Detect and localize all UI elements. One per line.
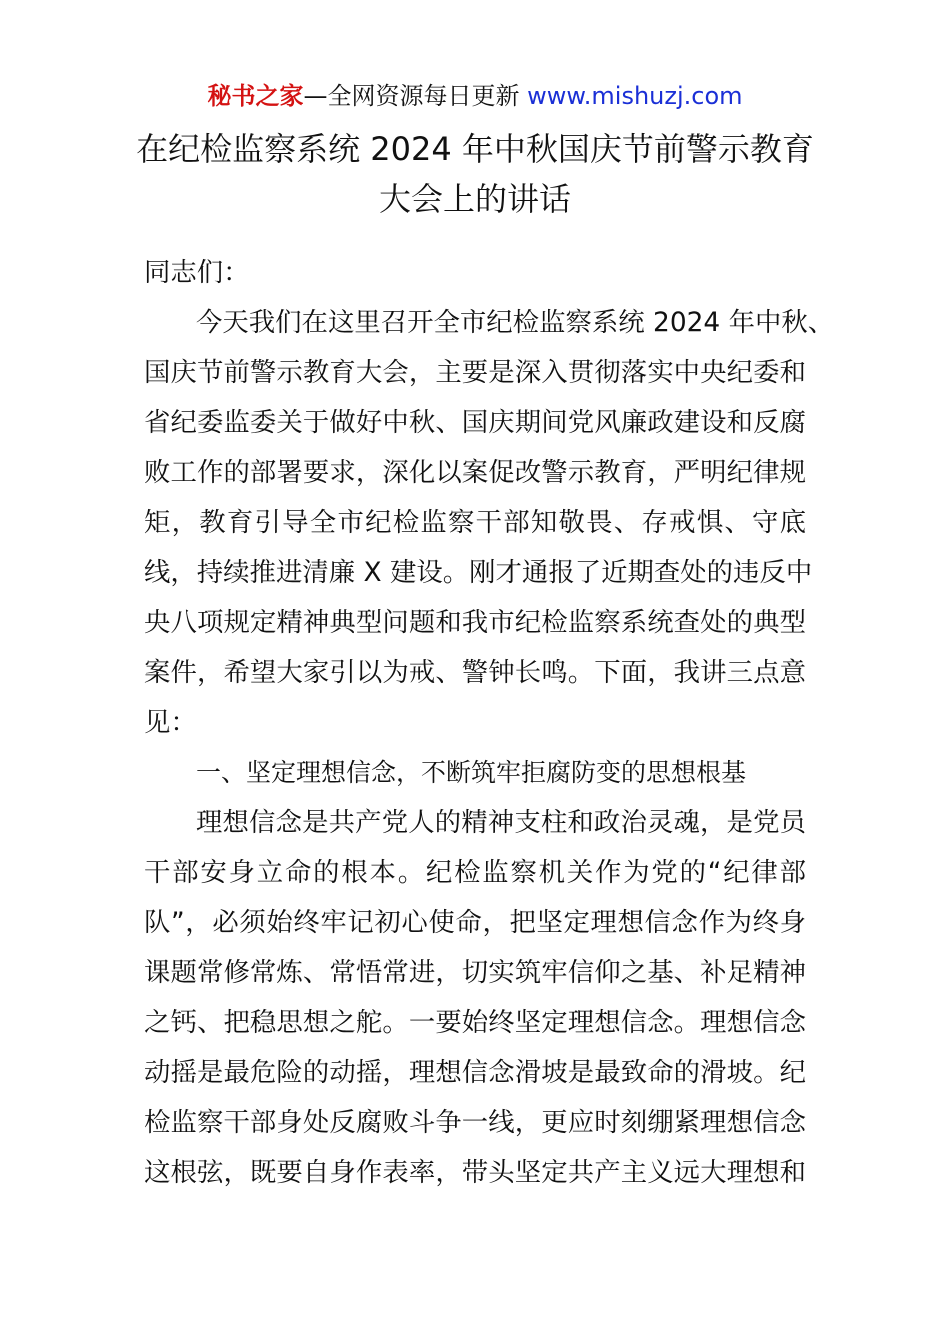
paragraph-line: 败工作的部署要求，深化以案促改警示教育，严明纪律规 bbox=[144, 457, 806, 488]
document-body bbox=[144, 248, 835, 1198]
paragraph-line: 矩，教育引导全市纪检监察干部知敬畏、存戒惧、守底 bbox=[144, 507, 806, 538]
paragraph-line: 央八项规定精神典型问题和我市纪检监察系统查处的典型 bbox=[144, 607, 806, 638]
paragraph-line: 检监察干部身处反腐败斗争一线，更应时刻绷紧理想信念 bbox=[144, 1107, 806, 1138]
title-line-1: 在纪检监察系统 2024 年中秋国庆节前警示教育 bbox=[136, 130, 814, 168]
paragraph-line: 之钙、把稳思想之舵。一要始终坚定理想信念。理想信念 bbox=[144, 1007, 806, 1038]
paragraph-line: 国庆节前警示教育大会，主要是深入贯彻落实中央纪委和 bbox=[144, 357, 806, 388]
paragraph-line: 线，持续推进清廉 X 建设。刚才通报了近期查处的违反中 bbox=[144, 557, 813, 588]
paragraph-line: 干部安身立命的根本。纪检监察机关作为党的“纪律部 bbox=[144, 857, 806, 888]
paragraph-line: 课题常修常炼、常悟常进，切实筑牢信仰之基、补足精神 bbox=[144, 957, 806, 988]
salutation: 同志们： bbox=[144, 257, 250, 288]
paragraph-line: 理想信念是共产党人的精神支柱和政治灵魂，是党员 bbox=[196, 807, 806, 838]
paragraph-line: 案件，希望大家引以为戒、警钟长鸣。下面，我讲三点意 bbox=[144, 657, 806, 688]
section-heading-1: 一、坚定理想信念，不断筑牢拒腐防变的思想根基 bbox=[196, 758, 747, 787]
header-tagline: —全网资源每日更新 bbox=[303, 82, 528, 110]
paragraph-1 bbox=[144, 298, 835, 748]
title-line-2: 大会上的讲话 bbox=[378, 180, 571, 218]
site-header-banner bbox=[0, 78, 950, 114]
site-url-link[interactable]: www.mishuzj.com bbox=[527, 82, 743, 110]
paragraph-line: 队”，必须始终牢记初心使命，把坚定理想信念作为终身 bbox=[144, 907, 806, 938]
paragraph-line: 见： bbox=[144, 707, 197, 738]
brand-name: 秘书之家 bbox=[207, 82, 304, 110]
paragraph-line: 这根弦，既要自身作表率，带头坚定共产主义远大理想和 bbox=[144, 1157, 806, 1188]
paragraph-line: 今天我们在这里召开全市纪检监察系统 2024 年中秋、 bbox=[196, 307, 835, 338]
paragraph-2 bbox=[144, 798, 806, 1198]
paragraph-line: 省纪委监委关于做好中秋、国庆期间党风廉政建设和反腐 bbox=[144, 407, 806, 438]
paragraph-line: 动摇是最危险的动摇，理想信念滑坡是最致命的滑坡。纪 bbox=[144, 1057, 806, 1088]
document-title bbox=[0, 124, 950, 224]
